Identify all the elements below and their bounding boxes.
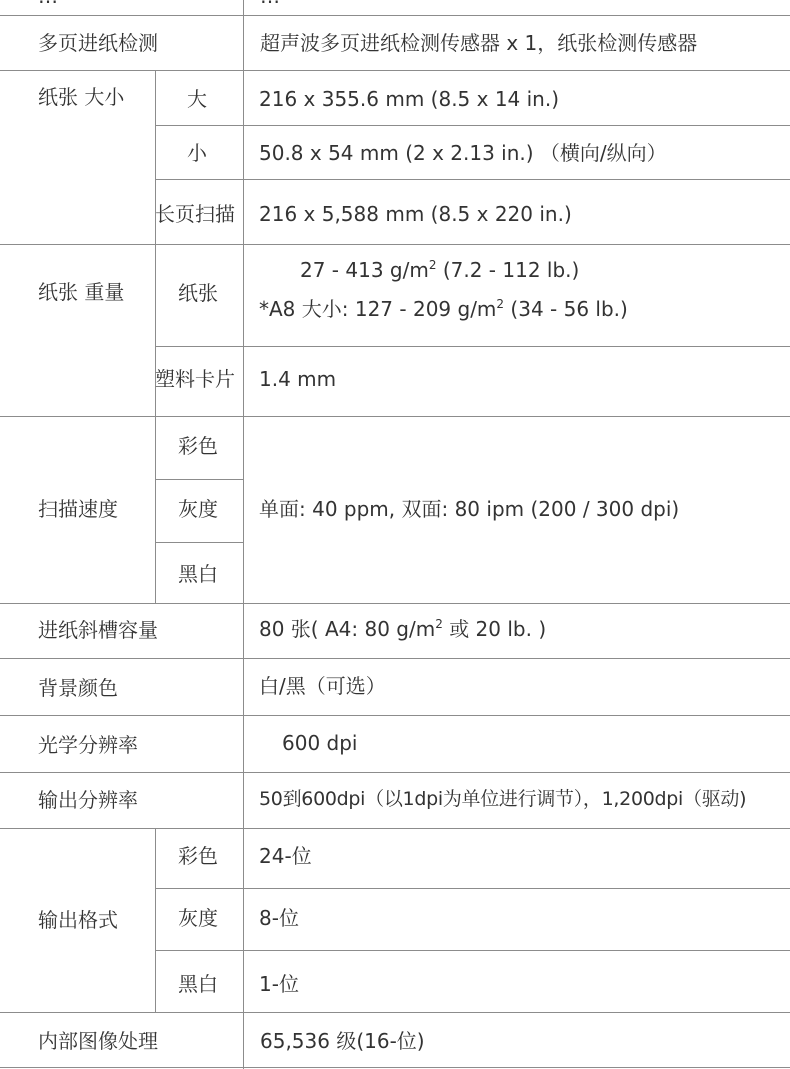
sub-label: 彩色 [178, 434, 218, 458]
row-value: 24-位 [259, 844, 312, 868]
row-label: 输出格式 [38, 908, 118, 932]
row-label: 光学分辨率 [38, 733, 138, 757]
divider [0, 244, 790, 245]
sub-label: 灰度 [178, 906, 218, 930]
divider [155, 828, 156, 1012]
row-value: 1.4 mm [259, 367, 337, 391]
row-label: 多页进纸检测 [38, 31, 158, 55]
row-label: 进纸斜槽容量 [38, 618, 158, 642]
sub-label: 长页扫描 [155, 202, 235, 226]
row-label [38, 0, 58, 8]
row-label: 输出分辨率 [38, 788, 138, 812]
row-value [260, 0, 280, 8]
sub-label: 彩色 [178, 844, 218, 868]
row-value: 50.8 x 54 mm (2 x 2.13 in.) （横向/纵向） [259, 141, 667, 165]
row-value: 1-位 [259, 972, 299, 996]
row-label: 纸张 重量 [38, 280, 125, 304]
sub-label: 大 [187, 87, 207, 111]
row-value: *A8 大小: 127 - 209 $g/m^2$ (34 - 56 lb.) [259, 297, 628, 321]
divider [155, 542, 243, 543]
divider [155, 888, 790, 889]
divider [155, 70, 156, 416]
divider [0, 715, 790, 716]
divider [155, 346, 790, 347]
sub-label: 纸张 [178, 281, 218, 305]
sub-label: 黑白 [178, 562, 218, 586]
divider [0, 772, 790, 773]
row-value: 80 张( A4: 80 $g/m^2$ 或 20 lb. ) [259, 617, 547, 641]
divider [155, 479, 243, 480]
row-value: 50到600dpi（以1dpi为单位进行调节），1,200dpi（驱动) [259, 788, 747, 810]
divider [0, 603, 790, 604]
sub-label: 小 [187, 141, 207, 165]
divider [155, 416, 156, 603]
divider [243, 0, 244, 1069]
row-value: 27 - 413 $g/m^2$ (7.2 - 112 lb.) [300, 258, 580, 282]
row-value: 8-位 [259, 906, 299, 930]
sub-label: 灰度 [178, 497, 218, 521]
divider [0, 1067, 790, 1068]
divider [0, 70, 790, 71]
divider [0, 416, 790, 417]
row-label: 扫描速度 [38, 497, 118, 521]
divider [0, 1012, 790, 1013]
sub-label: 塑料卡片 [155, 367, 235, 391]
row-value: 超声波多页进纸检测传感器 x 1，纸张检测传感器 [260, 31, 698, 55]
divider [155, 179, 790, 180]
divider [0, 658, 790, 659]
row-value: 单面: 40 ppm, 双面: 80 ipm (200 / 300 dpi) [259, 497, 680, 521]
row-label: 纸张 大小 [38, 85, 125, 109]
row-label: 内部图像处理 [38, 1029, 158, 1053]
row-value: 600 dpi [282, 731, 358, 755]
divider [155, 125, 790, 126]
divider [0, 15, 790, 16]
divider [0, 828, 790, 829]
row-label: 背景颜色 [38, 676, 118, 700]
row-value: 白/黑（可选） [259, 674, 386, 698]
sub-label: 黑白 [178, 972, 218, 996]
divider [155, 950, 790, 951]
row-value: 216 x 355.6 mm (8.5 x 14 in.) [259, 87, 560, 111]
row-value: 216 x 5,588 mm (8.5 x 220 in.) [259, 202, 572, 226]
row-value: 65,536 级(16-位) [260, 1029, 425, 1053]
